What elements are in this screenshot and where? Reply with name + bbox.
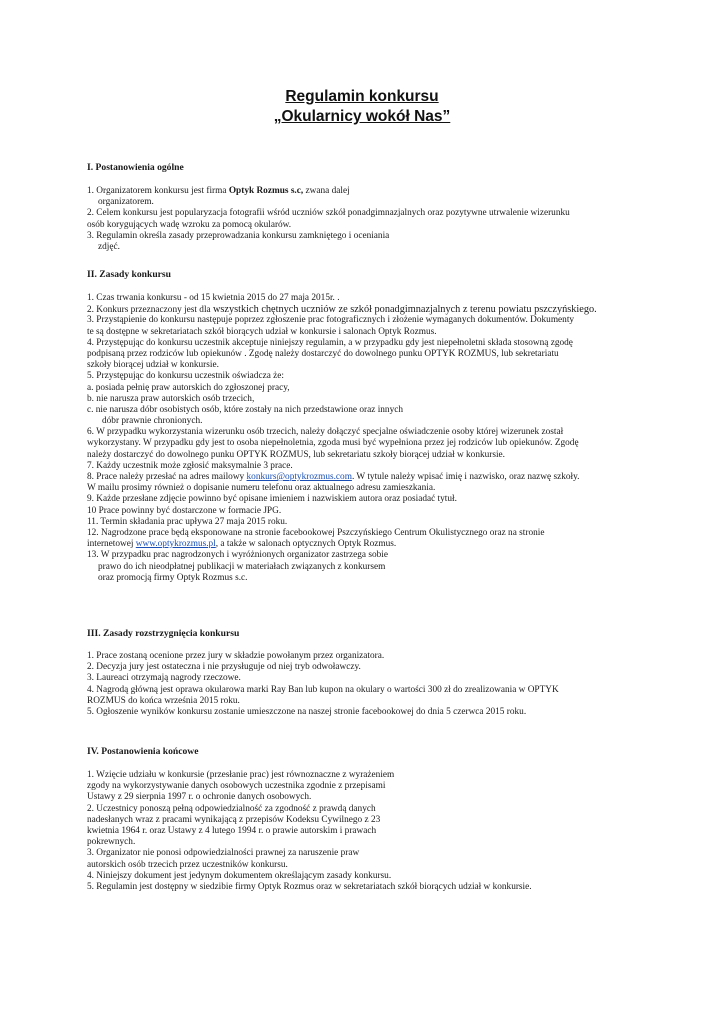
paragraph-line: 1. Czas trwania konkursu - od 15 kwietnia 2015 do 27 maja 2015r. . (87, 293, 340, 303)
paragraph-line: wykorzystany. W przypadku gdy jest to osoba niepełnoletnia, zgoda musi być wypełniona przez jej rodziców lub opiekunów. Zgodę (87, 438, 579, 449)
paragraph-line: 13. W przypadku prac nagrodzonych i wyróżnionych organizator zastrzega sobie (87, 550, 389, 561)
text-span: internetowej (87, 539, 136, 550)
paragraph-line: nadesłanych wraz z pracami wynikającą z przepisów Kodeksu Cywilnego z 23 (87, 814, 381, 825)
paragraph-line: 10 Prace powinny być dostarczone w formacie JPG. (87, 505, 282, 516)
paragraph-line: osób korygujących wadę wzroku za pomocą okularów. (87, 219, 292, 230)
paragraph-line: 1. Wzięcie udziału w konkursie (przesłanie prac) jest równoznaczne z wyrażeniem (87, 770, 395, 780)
text-span: 1. Organizatorem konkursu jest firma (87, 186, 229, 196)
paragraph-line: dóbr prawnie chronionych. (102, 416, 203, 427)
paragraph-line: 4. Niniejszy dokument jest jedynym dokumentem określającym zasady konkursu. (87, 870, 392, 881)
paragraph-line: 5. Ogłoszenie wyników konkursu zostanie umieszczone na naszej stronie facebookowej do dnia 5 czerwca 2015 roku. (87, 706, 527, 717)
paragraph-line: 4. Nagrodą główną jest oprawa okularowa marki Ray Ban lub kupon na okulary o wartości 300 zł do zrealizowania w OPTYK (87, 684, 559, 695)
paragraph-line: zgody na wykorzystywanie danych osobowych uczestnika zgodnie z przepisami (87, 781, 386, 792)
paragraph-line: prawo do ich nieodpłatnej publikacji w materiałach związanych z konkursem (98, 561, 386, 572)
paragraph-line: 2. Celem konkursu jest popularyzacja fotografii wśród uczniów szkół ponadgimnazjalnych oraz pozytywne utrwalenie wizerunku (87, 208, 570, 219)
document-subtitle: „Okularnicy wokół Nas” (273, 108, 451, 125)
paragraph-line: 3. Regulamin określa zasady przeprowadzania konkursu zamkniętego i oceniania (87, 230, 390, 241)
paragraph-line: 11. Termin składania prac upływa 27 maja 2015 roku. (87, 516, 288, 527)
section-heading-judging: III. Zasady rozstrzygnięcia konkursu (87, 628, 240, 639)
section-general-body (87, 186, 647, 253)
paragraph-line: podpisaną przez rodziców lub opiekunów . Zgodę należy dostarczyć do dowolnego punku OPTYK ROZMUS, lub sekretariatu (87, 348, 559, 359)
paragraph-line: 2. Decyzja jury jest ostateczna i nie przysługuje od niej tryb odwoławczy. (87, 662, 361, 673)
paragraph-line: oraz promocją firmy Optyk Rozmus s.c. (98, 572, 248, 583)
paragraph-line: pokrewnych. (87, 837, 136, 848)
organizer-name: Optyk Rozmus s.c, (228, 186, 304, 196)
text-span: 8. Prace należy przesłać na adres mailowy (87, 472, 247, 482)
text-span: , a także w salonach optycznych Optyk Rozmus. (215, 539, 397, 550)
paragraph-line: b. nie narusza praw autorskich osób trzecich, (87, 393, 255, 404)
paragraph-line: te są dostępne w sekretariatach szkół biorących udział w konkursie i salonach Optyk Rozmus. (87, 326, 437, 337)
text-span: zwana dalej (303, 186, 350, 196)
paragraph-line: c. nie narusza dóbr osobistych osób, które zostały na nich przedstawione oraz innych (87, 404, 403, 415)
paragraph-line: 4. Przystępując do konkursu uczestnik akceptuje niniejszy regulamin, a w przypadku gdy jest niepełnoletni składa stosowną zgodę (87, 337, 573, 348)
paragraph-line (87, 304, 647, 315)
text-span: wszystkich chętnych uczniów ze szkół ponadgimnazjalnych z terenu powiatu pszczyńskiego. (212, 304, 597, 316)
text-span: 2. Konkurs przeznaczony jest dla (87, 305, 213, 316)
paragraph-line (87, 539, 647, 550)
paragraph-line: 1. Prace zostaną ocenione przez jury w składzie powołanym przez organizatora. (87, 651, 385, 661)
paragraph-line (87, 472, 647, 483)
section-judging-body (87, 651, 647, 718)
paragraph-line: autorskich osób trzecich przez uczestników konkursu. (87, 859, 288, 870)
paragraph-line: 12. Nagrodzone prace będą eksponowane na stronie facebookowej Pszczyńskiego Centrum Okulistycznego oraz na stronie (87, 527, 545, 538)
paragraph-line: 7. Każdy uczestnik może zgłosić maksymalnie 3 prace. (87, 460, 293, 471)
paragraph-line: zdjęć. (98, 241, 120, 252)
paragraph-line: a. posiada pełnię praw autorskich do zgłoszonej pracy, (87, 382, 290, 393)
paragraph-line: W mailu prosimy również o dopisanie numeru telefonu oraz aktualnego adresu zamieszkania. (87, 483, 436, 494)
paragraph-line: 6. W przypadku wykorzystania wizerunku osób trzecich, należy dołączyć specjalne oświadczenie osoby której wizerunek został (87, 427, 564, 438)
paragraph-line: 3. Laureaci otrzymają nagrody rzeczowe. (87, 673, 241, 684)
email-link[interactable]: konkurs@optykrozmus.com (246, 472, 352, 482)
section-rules-body (87, 293, 647, 584)
text-span: . W tytule należy wpisać imię i nazwisko, oraz nazwę szkoły. (351, 472, 580, 482)
section-final-body (87, 770, 647, 893)
paragraph-line: 5. Przystępując do konkursu uczestnik oświadcza że: (87, 371, 284, 382)
paragraph-line: 2. Uczestnicy ponoszą pełną odpowiedzialność za zgodność z prawdą danych (87, 803, 376, 814)
paragraph-line (87, 186, 647, 197)
paragraph-line: 3. Organizator nie ponosi odpowiedzialności prawnej za naruszenie praw (87, 848, 360, 859)
section-heading-final: IV. Postanowienia końcowe (87, 746, 199, 757)
paragraph-line: Ustawy z 29 sierpnia 1997 r. o ochronie danych osobowych. (87, 792, 312, 803)
paragraph-line: organizatorem. (98, 197, 154, 208)
paragraph-line: należy dostarczyć do dowolnego punku OPTYK ROZMUS, lub sekretariatu szkoły biorącej udział w konkursie. (87, 449, 506, 460)
paragraph-line: 5. Regulamin jest dostępny w siedzibie firmy Optyk Rozmus oraz w sekretariatach szkół biorących udział w konkursie. (87, 881, 532, 892)
paragraph-line: 3. Przystąpienie do konkursu następuje poprzez zgłoszenie prac fotograficznych i złożenie wymaganych dokumentów. Dokumenty (87, 315, 575, 326)
paragraph-line: szkoły biorącej udział w konkursie. (87, 360, 219, 371)
paragraph-line: ROZMUS do końca września 2015 roku. (87, 695, 240, 706)
paragraph-line: kwietnia 1964 r. oraz Ustawy z 4 lutego 1994 r. o prawie autorskim i prawach (87, 825, 377, 836)
section-heading-general: I. Postanowienia ogólne (87, 162, 184, 173)
document-title: Regulamin konkursu (285, 88, 439, 105)
paragraph-line: 9. Każde przesłane zdjęcie powinno być opisane imieniem i nazwiskiem autora oraz posiadać tytuł. (87, 494, 457, 505)
website-link[interactable]: www.optykrozmus.pl (135, 539, 216, 550)
section-heading-rules: II. Zasady konkursu (87, 269, 171, 280)
